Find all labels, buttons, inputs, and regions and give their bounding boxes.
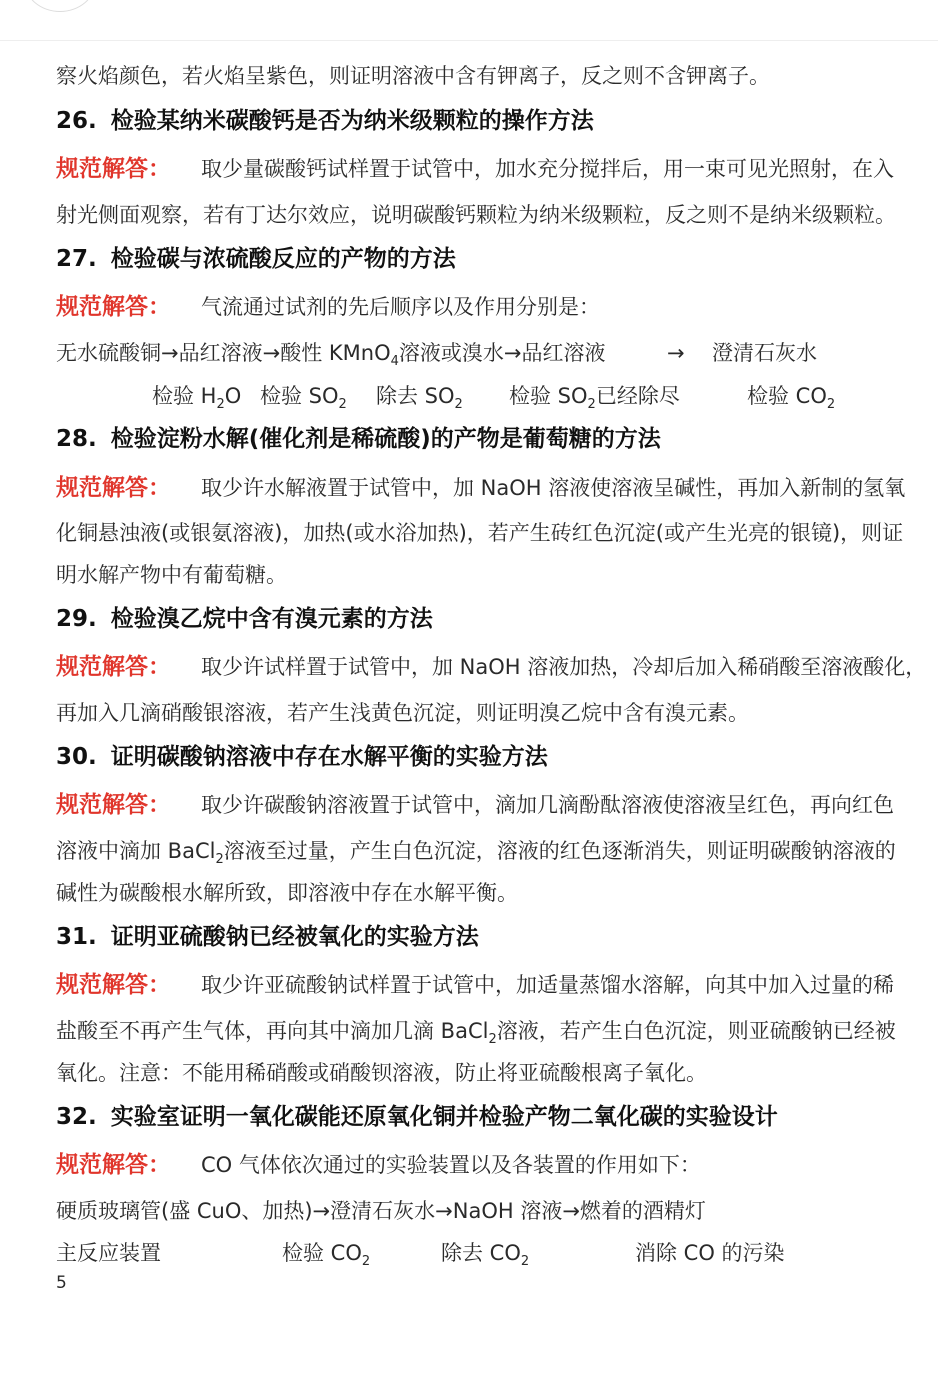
answer-label: 规范解答：	[56, 654, 171, 680]
answer-29-line-1: 规范解答： 取少许试样置于试管中，加 NaOH 溶液加热，冷却后加入稀硝酸至溶液酸化，	[56, 654, 927, 680]
reagent-role-label: 检验 $H_2O$	[152, 384, 242, 413]
answer-28-line-1: 规范解答： 取少许水解液置于试管中，加 NaOH 溶液使溶液呈碱性，再加入新制的氢氧	[56, 475, 906, 501]
answer-label: 规范解答：	[56, 475, 171, 501]
apparatus-role-label: 消除 CO 的污染	[635, 1241, 785, 1265]
reagent-role-label: 检验 $SO_2$已经除尽	[509, 384, 680, 413]
answer-26-line-2: 射光侧面观察，若有丁达尔效应，说明碳酸钙颗粒为纳米级颗粒，反之则不是纳米级颗粒。	[56, 203, 896, 227]
reagent-role-label: 检验 $CO_2$	[747, 384, 836, 413]
answer-label: 规范解答：	[56, 972, 171, 998]
top-circle-decoration	[24, 0, 96, 12]
answer-label: 规范解答：	[56, 1152, 171, 1178]
heading-28: 28. 检验淀粉水解(催化剂是稀硫酸)的产物是葡萄糖的方法	[56, 426, 661, 452]
answer-31-line-3: 氧化。注意：不能用稀硝酸或硝酸钡溶液，防止将亚硫酸根离子氧化。	[56, 1061, 707, 1085]
heading-31: 31. 证明亚硫酸钠已经被氧化的实验方法	[56, 924, 479, 950]
answer-30-line-3: 碱性为碳酸根水解所致，即溶液中存在水解平衡。	[56, 881, 518, 905]
answer-31-line-1: 规范解答： 取少许亚硫酸钠试样置于试管中，加适量蒸馏水溶解，向其中加入过量的稀	[56, 972, 894, 998]
answer-30-line-2: 溶液中滴加 BaCl$_2$溶液至过量，产生白色沉淀，溶液的红色逐渐消失，则证明碳酸钠溶液的	[56, 839, 896, 868]
apparatus-flow-32: 硬质玻璃管(盛 CuO、加热)→澄清石灰水→NaOH 溶液→燃着的酒精灯	[56, 1199, 706, 1223]
page-number: 5	[56, 1273, 67, 1293]
answer-label: 规范解答：	[56, 792, 171, 818]
answer-label: 规范解答：	[56, 156, 171, 182]
answer-31-line-2: 盐酸至不再产生气体，再向其中滴加几滴 BaCl$_2$溶液，若产生白色沉淀，则亚硫酸钠已经被	[56, 1019, 896, 1048]
flow-last-27: 澄清石灰水	[712, 341, 817, 365]
heading-29: 29. 检验溴乙烷中含有溴元素的方法	[56, 606, 433, 632]
heading-30: 30. 证明碳酸钠溶液中存在水解平衡的实验方法	[56, 744, 548, 770]
apparatus-role-label: 检验 $CO_2$	[282, 1241, 371, 1270]
answer-28-line-3: 明水解产物中有葡萄糖。	[56, 563, 287, 587]
answer-28-line-2: 化铜悬浊液(或银氨溶液)，加热(或水浴加热)，若产生砖红色沉淀(或产生光亮的银镜)，则证	[56, 521, 904, 545]
answer-29-line-2: 再加入几滴硝酸银溶液，若产生浅黄色沉淀，则证明溴乙烷中含有溴元素。	[56, 701, 749, 725]
answer-label: 规范解答：	[56, 294, 171, 320]
reagent-role-label: 除去 $SO_2$	[376, 384, 463, 413]
heading-26: 26. 检验某纳米碳酸钙是否为纳米级颗粒的操作方法	[56, 108, 594, 134]
answer-30-line-1: 规范解答： 取少许碳酸钠溶液置于试管中，滴加几滴酚酞溶液使溶液呈红色，再向红色	[56, 792, 894, 818]
reagent-flow-27: 无水硫酸铜→品红溶液→酸性 KMnO$_4$溶液或溴水→品红溶液	[56, 341, 606, 370]
heading-32: 32. 实验室证明一氧化碳能还原氧化铜并检验产物二氧化碳的实验设计	[56, 1104, 778, 1130]
apparatus-role-label: 主反应装置	[56, 1241, 161, 1265]
continued-text: 察火焰颜色，若火焰呈紫色，则证明溶液中含有钾离子，反之则不含钾离子。	[56, 64, 770, 88]
flow-arrow-27: →	[667, 341, 685, 365]
heading-27: 27. 检验碳与浓硫酸反应的产物的方法	[56, 246, 456, 272]
answer-26-line-1: 规范解答： 取少量碳酸钙试样置于试管中，加水充分搅拌后，用一束可见光照射，在入	[56, 156, 894, 182]
top-bar	[0, 0, 938, 41]
answer-32-line-1: 规范解答： CO 气体依次通过的实验装置以及各装置的作用如下：	[56, 1152, 701, 1178]
apparatus-role-label: 除去 $CO_2$	[441, 1241, 530, 1270]
reagent-role-label: 检验 $SO_2$	[260, 384, 347, 413]
answer-27-line-1: 规范解答： 气流通过试剂的先后顺序以及作用分别是：	[56, 294, 600, 320]
